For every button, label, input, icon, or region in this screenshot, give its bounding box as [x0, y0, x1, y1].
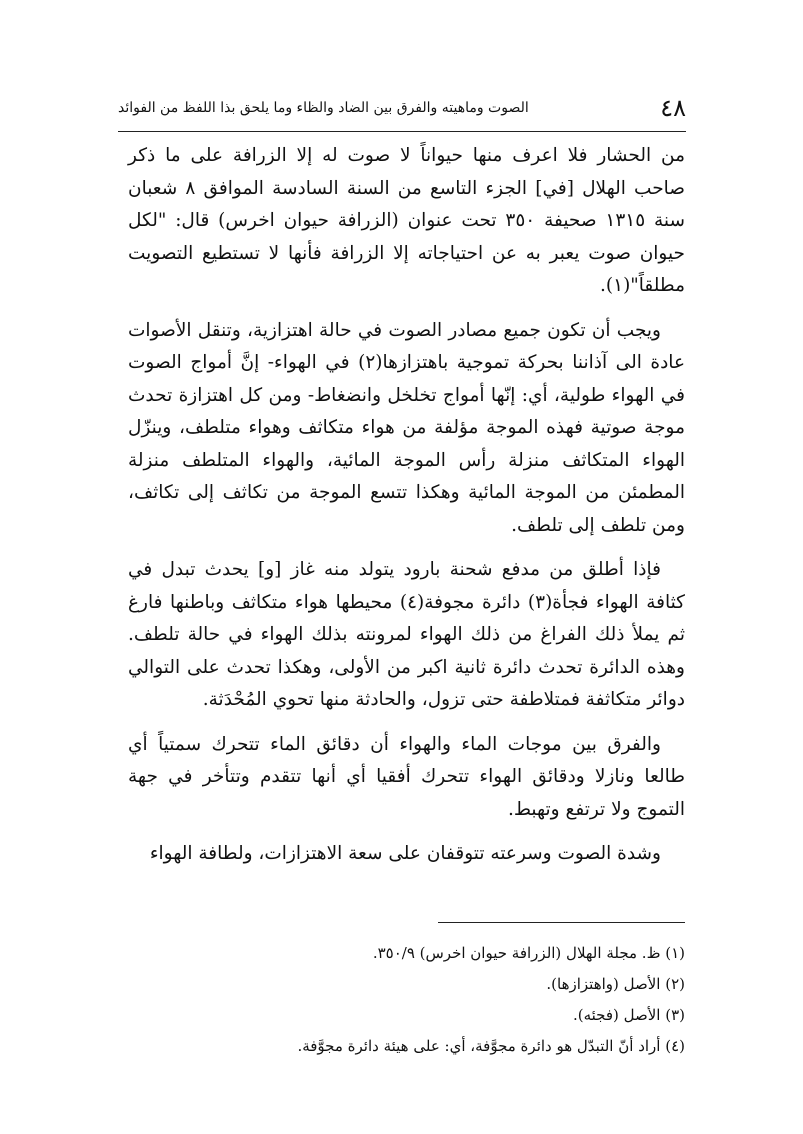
- footnotes: [128, 938, 685, 1062]
- paragraph-1: من الحشار فلا اعرف منها حيواناً لا صوت له إلا الزرافة على ما ذكر صاحب الهلال [في] الجزء التاسع من السنة السادسة الموافق ٨ شعبان سنة ١٣١٥ صحيفة ٣٥٠ تحت عنوان (الزرافة حيوان اخرس) قال: "لكل حيوان صوت يعبر به عن احتياجاته إلا الزرافة فأنها لا تستطيع التصويت مطلقاً"(١).: [128, 145, 685, 296]
- paragraph-5: [128, 838, 685, 871]
- paragraph-3: [128, 554, 685, 717]
- footnote-rule: [438, 922, 685, 923]
- running-head: الصوت وماهيته والفرق بين الضاد والظاء وما يلحق بذا اللفظ من الفوائد: [118, 100, 529, 116]
- body-text: [128, 140, 685, 883]
- paragraph-5-text: وشدة الصوت وسرعته تتوقفان على سعة الاهتزازات، ولطافة الهواء: [149, 843, 661, 864]
- page-number: ٤٨: [660, 94, 686, 122]
- paragraph-3-text: فإذا أطلق من مدفع شحنة بارود يتولد منه غاز [و] يحدث تبدل في كثافة الهواء فجأة(٣) دائرة مجوفة(٤) محيطها هواء متكاثف وباطنها فارغ ثم يملأ ذلك الفراغ من ذلك الهواء لمرونته بذلك الهواء في حالة تلطف. وهذه الدائرة تحدث دائرة ثانية اكبر من الأولى، وهكذا تحدث على التوالي دوائر متكاثفة فمتلاطفة حتى تزول، والحادثة منها تحوي المُحْدَثة.: [128, 559, 685, 710]
- paragraph-2-text: ويجب أن تكون جميع مصادر الصوت في حالة اهتزازية، وتنقل الأصوات عادة الى آذاننا بحركة تموجية باهتزازها(٢) في الهواء- إنَّ أمواج الصوت في الهواء طولية، أي: إنّها أمواج تخلخل وانضغاط- ومن كل اهتزازة تحدث موجة صوتية فهذه الموجة مؤلفة من هواء متكاثف وهواء متلطف، وينزّل الهواء المتكاثف منزلة رأس الموجة المائية، والهواء المتلطف منزلة المطمئن من الموجة المائية وهكذا تتسع الموجة من تكاثف إلى تكاثف، ومن تلطف إلى تلطف.: [128, 319, 685, 536]
- footnote-3: (٣) الأصل (فجئه).: [572, 1006, 685, 1024]
- page-header: [118, 92, 686, 124]
- footnote-2: (٢) الأصل (واهتزازها).: [546, 975, 685, 993]
- paragraph-4: [128, 729, 685, 827]
- paragraph-2: [128, 315, 685, 543]
- header-rule: [118, 131, 686, 132]
- footnote-1: (١) ظ. مجلة الهلال (الزرافة حيوان اخرس) ٣٥٠/٩.: [372, 944, 685, 962]
- paragraph-4-text: والفرق بين موجات الماء والهواء أن دقائق الماء تتحرك سمتياً أي طالعا ونازلا ودقائق الهواء تتحرك أفقيا أي أنها تتقدم وتتأخر في جهة التموج ولا ترتفع وتهبط.: [128, 733, 685, 820]
- footnote-4: (٤) أراد أنّ التبدّل هو دائرة مجوَّفة، أي: على هيئة دائرة مجوَّفة.: [297, 1037, 685, 1055]
